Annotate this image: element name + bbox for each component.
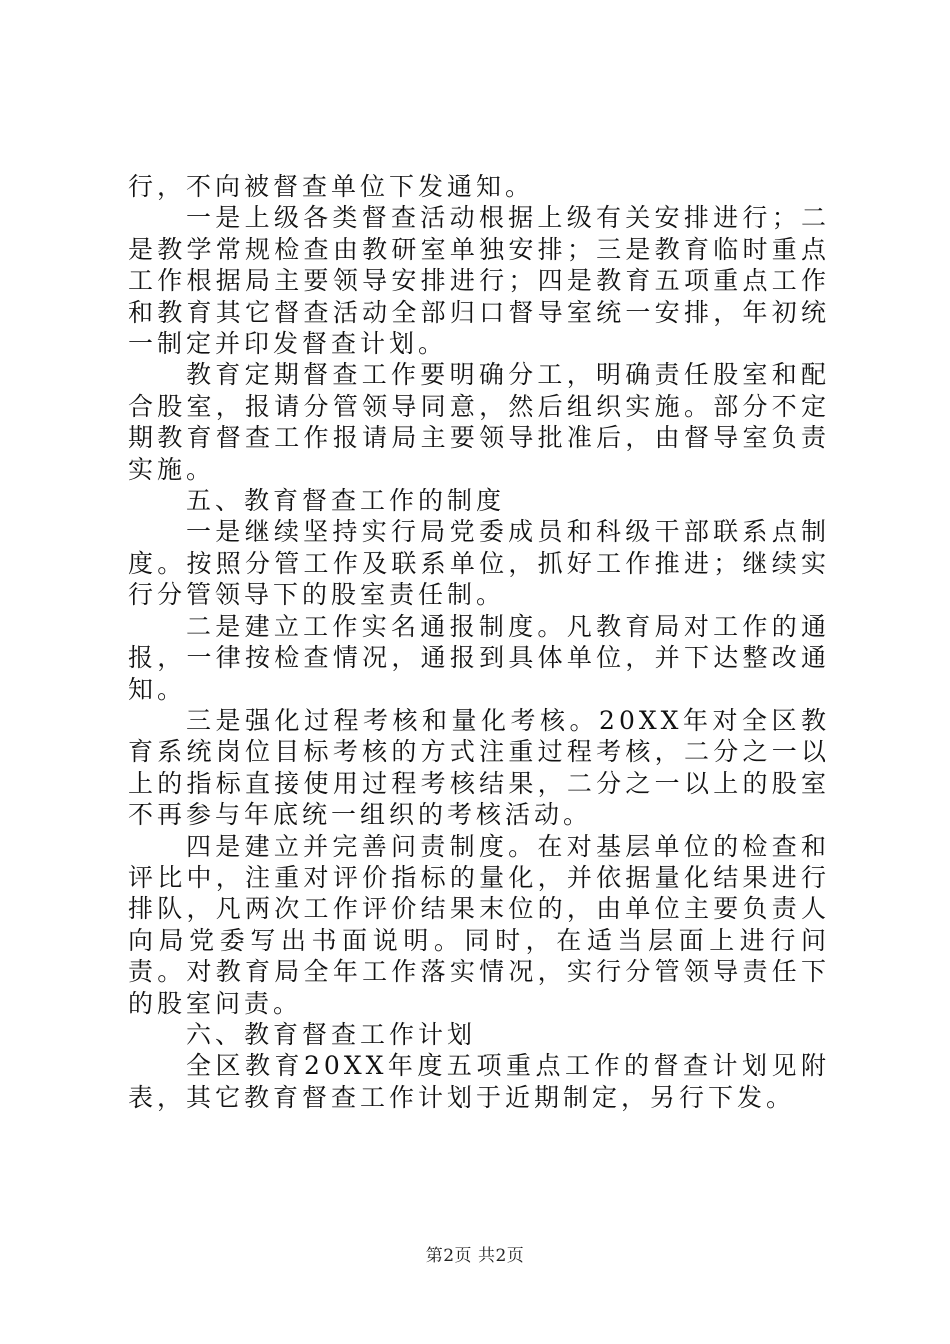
page-footer: 第2页 共2页	[425, 1246, 525, 1266]
paragraph: 四是建立并完善问责制度。在对基层单位的检查和评比中，注重对评价指标的量化，并依据量化结果进行排队，凡两次工作评价结果末位的，由单位主要负责人向局党委写出书面说明。同时，在适当层面上进行问责。对教育局全年工作落实情况，实行分管领导责任下的股室问责。	[128, 831, 830, 1018]
paragraph: 全区教育20XX年度五项重点工作的督查计划见附表，其它教育督查工作计划于近期制定，另行下发。	[128, 1051, 830, 1112]
paragraph: 教育定期督查工作要明确分工，明确责任股室和配合股室，报请分管领导同意，然后组织实施。部分不定期教育督查工作报请局主要领导批准后，由督导室负责实施。	[128, 360, 830, 484]
section-heading: 五、教育督查工作的制度	[186, 486, 506, 516]
paragraph: 三是强化过程考核和量化考核。20XX年对全区教育系统岗位目标考核的方式注重过程考核，二分之一以上的指标直接使用过程考核结果，二分之一以上的股室不再参与年底统一组织的考核活动。	[128, 705, 830, 830]
paragraph: 一是上级各类督查活动根据上级有关安排进行；二是教学常规检查由教研室单独安排；三是教育临时重点工作根据局主要领导安排进行；四是教育五项重点工作和教育其它督查活动全部归口督导室统一安排，年初统一制定并印发督查计划。	[128, 203, 830, 359]
paragraph-continuation: 行，不向被督查单位下发通知。	[128, 172, 535, 201]
section-heading: 六、教育督查工作计划	[186, 1019, 477, 1049]
paragraph: 一是继续坚持实行局党委成员和科级干部联系点制度。按照分管工作及联系单位，抓好工作推进；继续实行分管领导下的股室责任制。	[128, 517, 830, 610]
document-body	[128, 171, 830, 1113]
paragraph: 二是建立工作实名通报制度。凡教育局对工作的通报，一律按检查情况，通报到具体单位，并下达整改通知。	[128, 611, 830, 704]
